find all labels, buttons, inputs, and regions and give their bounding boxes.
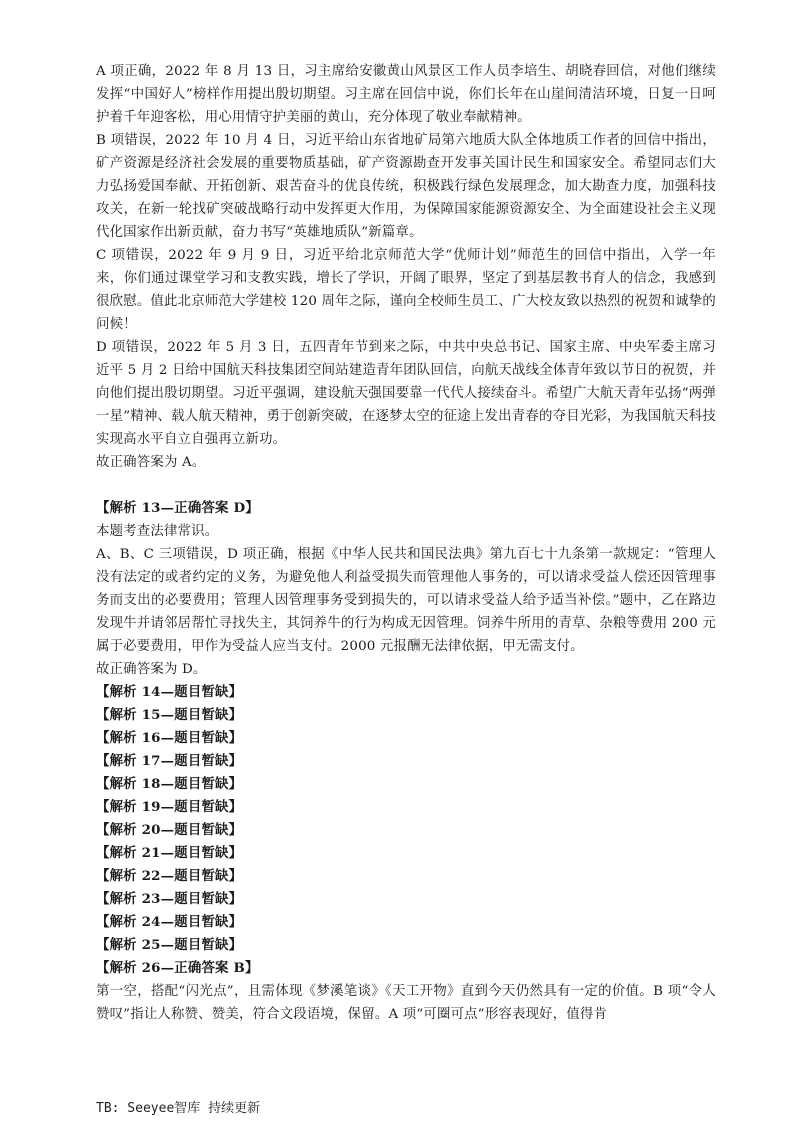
q13-topic: 本题考查法律常识。 [96, 524, 219, 539]
q17-heading: 【解析 17—题目暂缺】 [96, 753, 243, 769]
option-d-paragraph: D 项错误，2022 年 5 月 3 日，五四青年节到来之际，中共中央总书记、国家主席、中央军委主席习近平 5 月 2 日给中国航天科技集团空间站建造青年团队回信，向航天战线全体青年致以节日的祝贺，并向他们提出殷切期望。习近平强调，建设航天强国要靠一代代人接续奋斗。希望广大航天青年弘扬“两弹一星”精神、载人航天精神，勇于创新突破，在逐梦太空的征途上发出青春的夺目光彩，为我国航天科技实现高水平自立自强再立新功。 [96, 340, 716, 447]
document-body [96, 60, 716, 1026]
page-footer: TB: Seeyee智库 持续更新 [96, 1101, 261, 1116]
q25-heading: 【解析 25—题目暂缺】 [96, 937, 243, 953]
option-c-paragraph: C 项错误，2022 年 9 月 9 日，习近平给北京师范大学“优师计划”师范生的回信中指出，入学一年来，你们通过课堂学习和支教实践，增长了学识，开阔了眼界，坚定了到基层教书育人的信念，我感到很欣慰。值此北京师范大学建校 120 周年之际，谨向全校师生员工、广大校友致以热烈的祝贺和诚挚的问候！ [96, 248, 716, 332]
option-a-paragraph: A 项正确，2022 年 8 月 13 日，习主席给安徽黄山风景区工作人员李培生、胡晓春回信，对他们继续发挥“中国好人”榜样作用提出殷切期望。习主席在回信中说，你们长年在山崖间清洁环境，日复一日呵护着千年迎客松，用心用情守护美丽的黄山，充分体现了敬业奉献精神。 [96, 64, 716, 125]
q23-heading: 【解析 23—题目暂缺】 [96, 891, 243, 907]
q21-heading: 【解析 21—题目暂缺】 [96, 845, 243, 861]
q22-heading: 【解析 22—题目暂缺】 [96, 868, 243, 884]
q26-heading: 【解析 26—正确答案 B】 [96, 960, 259, 976]
q20-heading: 【解析 20—题目暂缺】 [96, 822, 243, 838]
q14-heading: 【解析 14—题目暂缺】 [96, 684, 243, 700]
q15-heading: 【解析 15—题目暂缺】 [96, 707, 243, 723]
q13-conclusion: 故正确答案为 D。 [96, 662, 207, 677]
q16-heading: 【解析 16—题目暂缺】 [96, 730, 243, 746]
q13-heading: 【解析 13—正确答案 D】 [96, 500, 259, 516]
q18-heading: 【解析 18—题目暂缺】 [96, 776, 243, 792]
q19-heading: 【解析 19—题目暂缺】 [96, 799, 243, 815]
q24-heading: 【解析 24—题目暂缺】 [96, 914, 243, 930]
q26-explanation: 第一空，搭配“闪光点”，且需体现《梦溪笔谈》《天工开物》直到今天仍然具有一定的价值。B 项“令人赞叹”指让人称赞、赞美，符合文段语境，保留。A 项“可圈可点”形容表现好，值得肯 [96, 984, 716, 1022]
answer-conclusion: 故正确答案为 A。 [96, 455, 206, 470]
option-b-paragraph: B 项错误，2022 年 10 月 4 日，习近平给山东省地矿局第六地质大队全体地质工作者的回信中指出，矿产资源是经济社会发展的重要物质基础，矿产资源勘查开发事关国计民生和国家安全。希望同志们大力弘扬爱国奉献、开拓创新、艰苦奋斗的优良传统，积极践行绿色发展理念，加大勘查力度，加强科技攻关，在新一轮找矿突破战略行动中发挥更大作用，为保障国家能源资源安全、为全面建设社会主义现代化国家作出新贡献，奋力书写“英雄地质队”新篇章。 [96, 133, 716, 240]
q13-explanation: A、B、C 三项错误，D 项正确，根据《中华人民共和国民法典》第九百七十九条第一款规定：“管理人没有法定的或者约定的义务，为避免他人利益受损失而管理他人事务的，可以请求受益人偿还因管理事务而支出的必要费用；管理人因管理事务受到损失的，可以请求受益人给予适当补偿。”题中，乙在路边发现牛并请邻居帮忙寻找失主，其饲养牛的行为构成无因管理。饲养牛所用的青草、杂粮等费用 200 元属于必要费用，甲作为受益人应当支付。2000 元报酬无法律依据，甲无需支付。 [96, 547, 716, 654]
section-spacer [96, 474, 716, 497]
